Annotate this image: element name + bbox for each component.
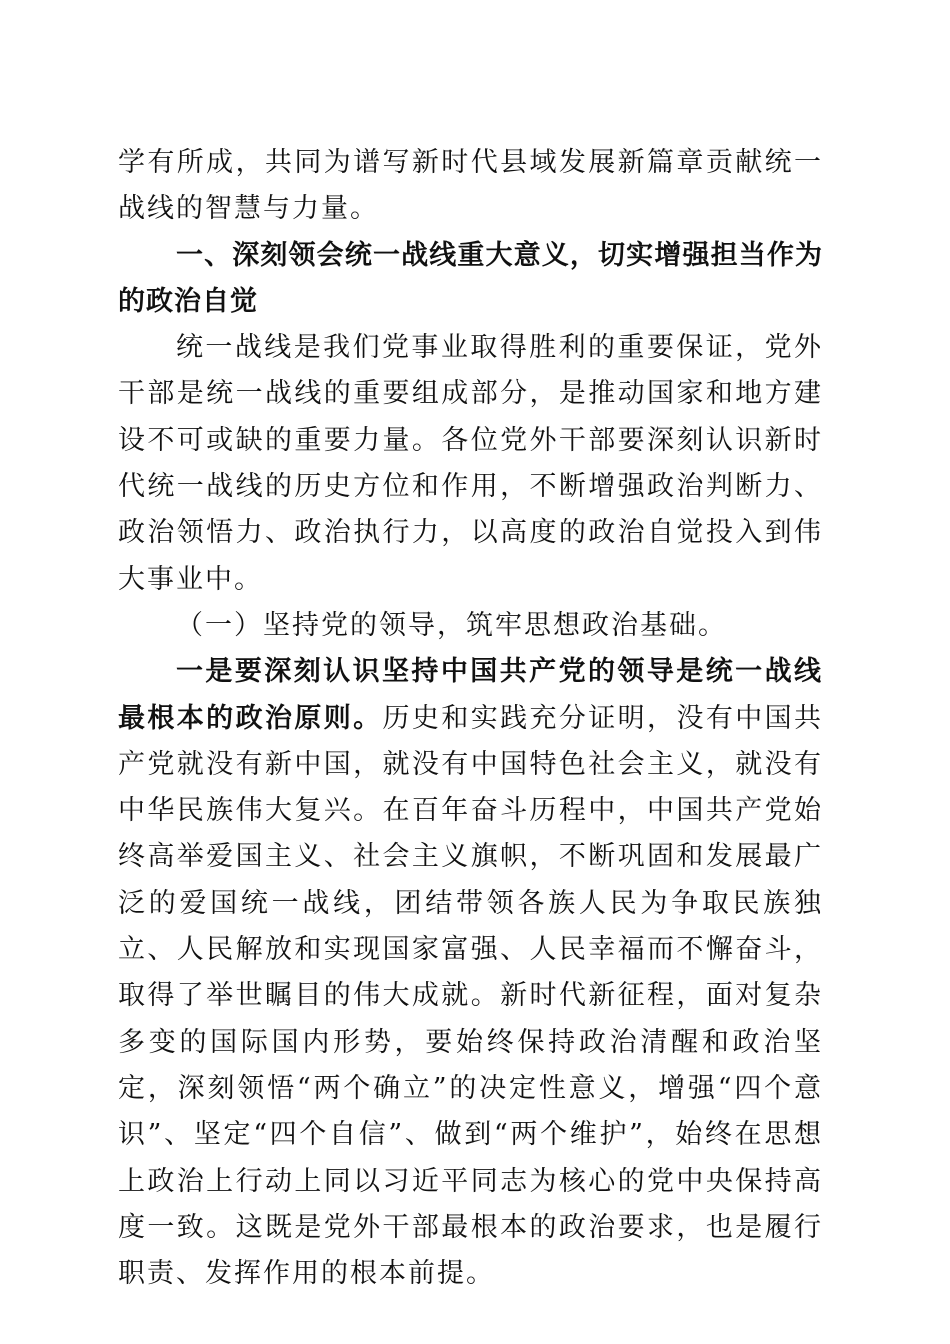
point-one-paragraph — [118, 649, 823, 1297]
section-heading-one: 一、深刻领会统一战线重大意义，切实增强担当作为的政治自觉 — [118, 239, 823, 317]
section-one-paragraph: 统一战线是我们党事业取得胜利的重要保证，党外干部是统一战线的重要组成部分，是推动国家和地方建设不可或缺的重要力量。各位党外干部要深刻认识新时代统一战线的历史方位和作用，不断增强政治判断力、政治领悟力、政治执行力，以高度的政治自觉投入到伟大事业中。 — [118, 332, 823, 595]
continuation-paragraph: 学有所成，共同为谱写新时代县域发展新篇章贡献统一战线的智慧与力量。 — [118, 147, 823, 225]
point-one-lead: 一是要深刻认识坚持中国共产党的领导是统一战线最根本的政治原则。 — [118, 656, 823, 734]
point-one-body: 历史和实践充分证明，没有中国共产党就没有新中国，就没有中国特色社会主义，就没有中华民族伟大复兴。在百年奋斗历程中，中国共产党始终高举爱国主义、社会主义旗帜，不断巩固和发展最广泛的爱国统一战线，团结带领各族人民为争取民族独立、人民解放和实现国家富强、人民幸福而不懈奋斗，取得了举世瞩目的伟大成就。新时代新征程，面对复杂多变的国际国内形势，要始终保持政治清醒和政治坚定，深刻领悟“两个确立”的决定性意义，增强“四个意识”、坚定“四个自信”、做到“两个维护”，始终在思想上政治上行动上同以习近平同志为核心的党中央保持高度一致。这既是党外干部最根本的政治要求，也是履行职责、发挥作用的根本前提。 — [118, 702, 824, 1290]
document-body — [118, 140, 823, 1297]
sub-heading-one: （一）坚持党的领导，筑牢思想政治基础。 — [176, 609, 727, 641]
